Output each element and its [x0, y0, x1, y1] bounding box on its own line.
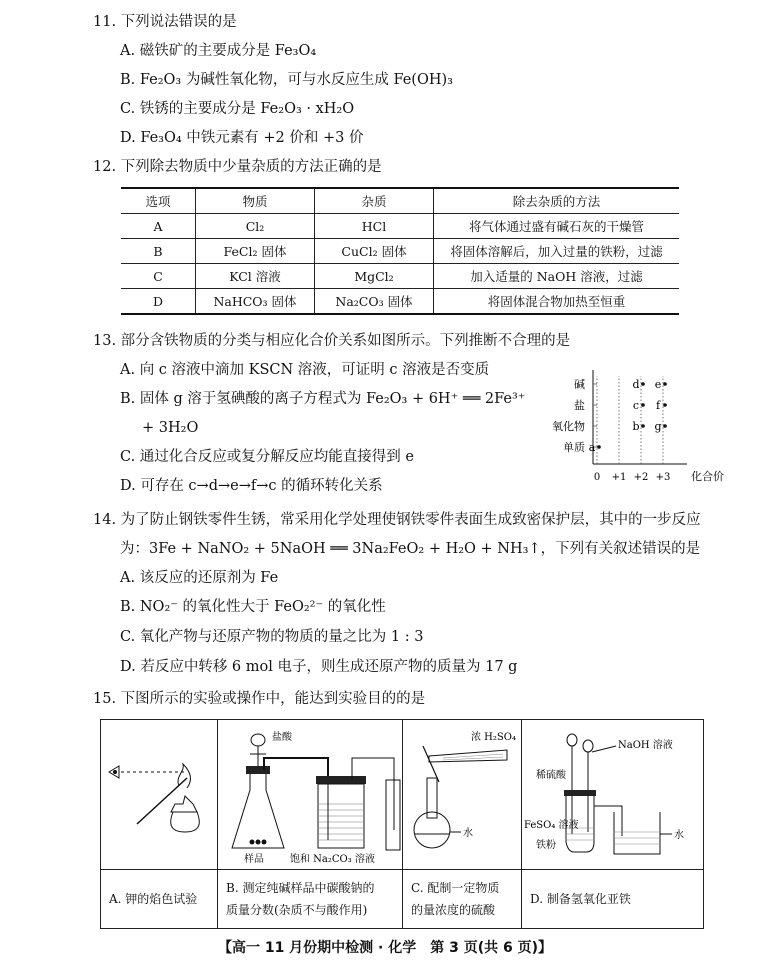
chart-point-dot — [597, 445, 601, 449]
chart-point-dot — [663, 382, 667, 386]
dilution-apparatus — [403, 720, 521, 866]
q15-stem: 15. 下图所示的实验或操作中，能达到实验目的的是 — [93, 691, 426, 707]
platinum-wire — [137, 778, 187, 824]
table-row — [121, 214, 679, 239]
table-cell: CuCl₂ 固体 — [315, 239, 434, 264]
separatory-funnel — [251, 734, 265, 746]
q15-experiment-table — [100, 719, 704, 929]
header-substance: 物质 — [196, 188, 315, 214]
header-method: 除去杂质的方法 — [434, 188, 680, 214]
chart-guides — [593, 376, 663, 464]
table-row — [121, 264, 679, 289]
q13-option-d: D. 可存在 c→d→e→f→c 的循环转化关系 — [120, 478, 383, 494]
label-water-d: 水 — [674, 830, 684, 841]
y-label-oxide: 氧化物 — [552, 420, 585, 433]
chart-x-ticks — [594, 472, 671, 483]
caption-b-line1: B. 测定纯碱样品中碳酸钠的 — [226, 881, 375, 895]
chart-points — [589, 378, 667, 454]
chart-point-label: a — [588, 441, 596, 454]
q14-stem-line2: 为：3Fe + NaNO₂ + 5NaOH ══ 3Na₂FeO₂ + H₂O + NH₃↑，下列有关叙述错误的是 — [120, 541, 701, 557]
caption-b-line2: 质量分数(杂质不与酸作用) — [226, 903, 368, 917]
y-label-salt: 盐 — [574, 399, 585, 412]
outlet-tube — [352, 758, 394, 830]
cell-a-picture — [101, 720, 218, 870]
table-cell: 将固体溶解后，加入过量的铁粉，过滤 — [434, 239, 680, 264]
table-cell: D — [121, 289, 196, 315]
table-cell: 将气体通过盛有碱石灰的干燥管 — [434, 214, 680, 239]
chart-point-b — [632, 420, 644, 433]
y-label-base: 碱 — [574, 378, 585, 391]
stopper-b2 — [316, 776, 366, 784]
caption-c — [403, 870, 522, 929]
label-h2so4: 浓 H₂SO₄ — [471, 732, 516, 743]
stopper-b1 — [246, 766, 270, 774]
q11-option-a: A. 磁铁矿的主要成分是 Fe₃O₄ — [120, 43, 317, 59]
ferrous-hydroxide-apparatus — [522, 720, 702, 866]
chart-point-dot — [641, 424, 645, 428]
table-cell: Cl₂ — [196, 214, 315, 239]
table-cell: 加入适量的 NaOH 溶液，过滤 — [434, 264, 680, 289]
solution-hatching — [319, 804, 363, 840]
conical-flask — [232, 774, 284, 848]
q14-option-d: D. 若反应中转移 6 mol 电子，则生成还原产物的质量为 17 g — [120, 659, 518, 675]
header-option: 选项 — [121, 188, 196, 214]
x-tick-3: +3 — [655, 472, 671, 483]
caption-b — [218, 870, 403, 929]
q11-option-b: B. Fe₂O₃ 为碱性氧化物，可与水反应生成 Fe(OH)₃ — [120, 72, 453, 88]
dropper-bulb — [583, 740, 593, 752]
label-water-c: 水 — [463, 828, 473, 839]
table-cell: Na₂CO₃ 固体 — [315, 289, 434, 315]
q14-option-b: B. NO₂⁻ 的氧化性大于 FeO₂²⁻ 的氧化性 — [120, 599, 386, 615]
cell-b-picture — [218, 720, 403, 870]
chart-point-label: b — [632, 420, 640, 433]
delivery-tube — [594, 806, 622, 836]
label-dil-h2so4: 稀硫酸 — [536, 770, 566, 781]
chart-point-e — [655, 378, 667, 391]
label-feso4: FeSO₄ 溶液 — [524, 820, 579, 831]
table-cell: C — [121, 264, 196, 289]
q13-option-b-line1: B. 固体 g 溶于氢碘酸的离子方程式为 Fe₂O₃ + 6H⁺ ══ 2Fe³⁺ — [120, 391, 526, 407]
caption-c-line1: C. 配制一定物质 — [411, 881, 500, 895]
page-footer: 【高一 11 月份期中检测 · 化学 第 3 页(共 6 页)】 — [217, 940, 553, 956]
x-tick-0: 0 — [593, 472, 601, 483]
label-hcl: 盐酸 — [272, 732, 292, 743]
measuring-cylinder — [386, 780, 400, 850]
chart-point-label: g — [654, 420, 662, 433]
table-cell: FeCl₂ 固体 — [196, 239, 315, 264]
header-impurity: 杂质 — [315, 188, 434, 214]
q11-option-c: C. 铁锈的主要成分是 Fe₂O₃ · xH₂O — [120, 101, 355, 117]
beaker — [614, 812, 660, 854]
volumetric-flask — [414, 812, 450, 848]
x-tick-1: +1 — [611, 472, 627, 483]
caption-a-text: A. 钾的焰色试验 — [109, 892, 198, 906]
y-label-element: 单质 — [563, 441, 585, 454]
chart-y-labels — [552, 377, 585, 454]
table-cell: NaHCO₃ 固体 — [196, 289, 315, 315]
chart-point-g — [654, 420, 666, 433]
caption-a — [101, 870, 218, 929]
glass-rod — [423, 746, 439, 782]
q12-table — [121, 187, 679, 315]
chart-point-label: f — [655, 399, 661, 412]
x-tick-2: +2 — [633, 472, 649, 483]
caption-d — [522, 870, 704, 929]
chart-point-label: d — [632, 378, 640, 391]
chart-x-axis-label: 化合价 — [691, 470, 724, 483]
caption-c-line2: 的量浓度的硫酸 — [411, 903, 496, 917]
table-cell: HCl — [315, 214, 434, 239]
chart-point-label: c — [632, 399, 640, 412]
q13-stem: 13. 部分含铁物质的分类与相应化合价关系如图所示。下列推断不合理的是 — [93, 333, 571, 349]
table-cell: MgCl₂ — [315, 264, 434, 289]
reagent-container — [429, 750, 507, 762]
table-row — [121, 289, 679, 315]
q14-option-a: A. 该反应的还原剂为 Fe — [120, 570, 279, 586]
valence-category-chart — [535, 366, 735, 490]
label-sample: 样品 — [244, 854, 264, 865]
table-cell: B — [121, 239, 196, 264]
q13-option-c: C. 通过化合反应或复分解反应均能直接得到 e — [120, 449, 414, 465]
cell-c-picture — [403, 720, 522, 870]
table-header-row — [121, 188, 679, 214]
chart-point-dot — [663, 403, 667, 407]
sample-bead — [262, 840, 267, 845]
leader-line — [592, 746, 616, 752]
chart-point-f — [656, 399, 667, 412]
alcohol-lamp — [171, 796, 197, 812]
table-cell: A — [121, 214, 196, 239]
label-naoh: NaOH 溶液 — [618, 740, 673, 751]
tube-stopper — [564, 790, 596, 796]
dropper-bulb — [567, 734, 577, 746]
eye-pupil — [113, 770, 117, 774]
cell-d-picture — [522, 720, 704, 870]
sample-bead — [250, 840, 255, 845]
q14-option-c: C. 氧化产物与还原产物的物质的量之比为 1 : 3 — [120, 629, 424, 645]
chart-point-label: e — [654, 378, 662, 391]
label-na2co3: 饱和 Na₂CO₃ 溶液 — [290, 854, 375, 865]
table-row — [121, 239, 679, 264]
chart-point-d — [632, 378, 644, 391]
chart-point-c — [633, 399, 645, 412]
q11-stem: 11. 下列说法错误的是 — [93, 14, 237, 30]
q14-stem-line1: 14. 为了防止钢铁零件生锈，常采用化学处理使钢铁零件表面生成致密保护层，其中的一步反应 — [93, 512, 701, 528]
q13-option-b-line2: + 3H₂O — [142, 420, 199, 436]
acid-hatching — [443, 754, 503, 760]
chart-point-dot — [663, 424, 667, 428]
gas-measurement-apparatus — [218, 720, 402, 866]
label-fe-powder: 铁粉 — [536, 840, 556, 851]
q13-option-a: A. 向 c 溶液中滴加 KSCN 溶液，可证明 c 溶液是否变质 — [120, 362, 490, 378]
q12-stem: 12. 下列除去物质中少量杂质的方法正确的是 — [93, 159, 382, 175]
caption-d-text: D. 制备氢氧化亚铁 — [530, 892, 631, 906]
table-cell: KCl 溶液 — [196, 264, 315, 289]
chart-point-a — [589, 441, 601, 454]
table-cell: 将固体混合物加热至恒重 — [434, 289, 680, 315]
flame-test-apparatus — [101, 720, 217, 866]
lamp-body — [171, 812, 200, 832]
chart-point-dot — [641, 382, 645, 386]
q11-option-d: D. Fe₃O₄ 中铁元素有 +2 价和 +3 价 — [120, 130, 364, 146]
sample-bead — [256, 840, 261, 845]
chart-point-dot — [641, 403, 645, 407]
